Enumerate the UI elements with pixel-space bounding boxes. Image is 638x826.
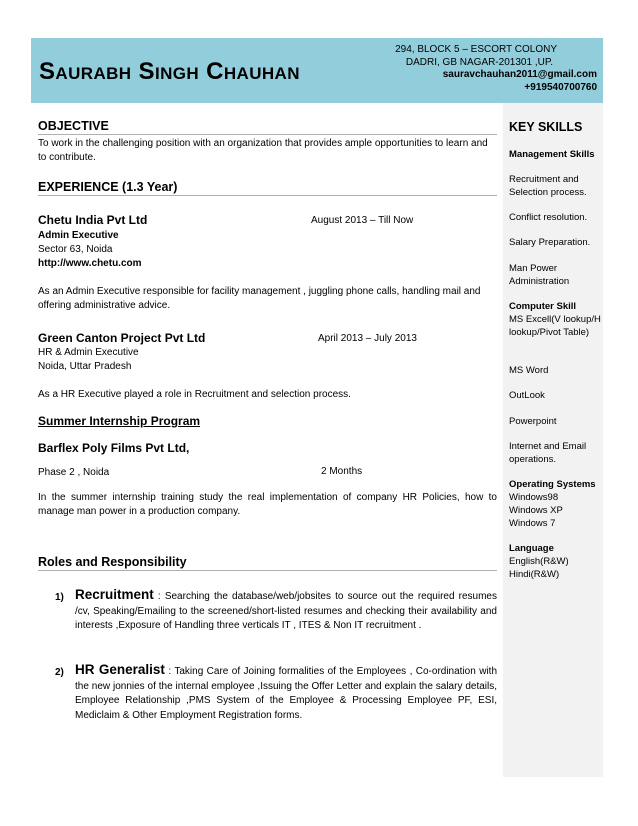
- skill-item: Internet and Email operations.: [509, 441, 587, 465]
- company-name: Green Canton Project Pvt Ltd: [38, 331, 206, 345]
- skill-item: Windows 7: [509, 518, 556, 529]
- company-website-link[interactable]: http://www.chetu.com: [38, 258, 142, 269]
- skill-item: MS Word: [509, 365, 549, 376]
- skill-item: Conflict resolution.: [509, 212, 588, 223]
- role-body: [75, 588, 497, 634]
- skill-item: OutLook: [509, 390, 545, 401]
- header-banner: [31, 38, 603, 103]
- phone: +919540700760: [524, 81, 597, 93]
- key-skills-sidebar: [503, 103, 603, 777]
- role-title: HR Generalist: [75, 662, 165, 677]
- list-number: 1): [55, 592, 64, 603]
- role-item-hr-generalist: [55, 663, 497, 723]
- skill-item: Salary Preparation.: [509, 237, 591, 248]
- job-role: HR & Admin Executive: [38, 347, 139, 358]
- role-item-recruitment: [55, 588, 497, 634]
- job-description: As a HR Executive played a role in Recruitment and selection process.: [38, 389, 351, 400]
- management-skills-heading: Management Skills: [509, 149, 595, 160]
- skill-item: MS Excell(V lookup/H lookup/Pivot Table): [509, 314, 601, 338]
- job-location: Noida, Uttar Pradesh: [38, 361, 132, 372]
- os-heading: Operating Systems: [509, 479, 596, 490]
- skill-item: Man Power Administration: [509, 263, 570, 287]
- skill-item: Windows XP: [509, 505, 563, 516]
- candidate-name: Saurabh Singh Chauhan: [39, 58, 300, 85]
- objective-text: To work in the challenging position with an organization that provides ample opportunities to learn and to contribute.: [38, 138, 488, 163]
- internship-duration: 2 Months: [321, 466, 363, 477]
- role-text: : Searching the database/web/jobsites to source out the required resumes /cv, Speaking/Emailing to the screened/short-listed resumes and checking their availability and interests ,Exposure of Handling three verticals IT , ITES & Non IT recruitment .: [75, 591, 497, 631]
- language-heading: Language: [509, 543, 554, 554]
- role-body: [75, 663, 497, 723]
- list-number: 2): [55, 667, 64, 678]
- job-location: Sector 63, Noida: [38, 244, 113, 255]
- internship-description: In the summer internship training study the real implementation of company HR Policies, how to manage man power in a production company.: [38, 492, 497, 517]
- skill-item: English(R&W): [509, 556, 569, 567]
- job-dates: April 2013 – July 2013: [318, 333, 417, 344]
- skill-item: Recruitment and Selection process.: [509, 174, 587, 198]
- skill-item: Hindi(R&W): [509, 569, 560, 580]
- computer-skill-heading: Computer Skill: [509, 301, 577, 312]
- internship-company: Barflex Poly Films Pvt Ltd,: [38, 441, 190, 455]
- job-description: As an Admin Executive responsible for facility management , juggling phone calls, handling mail and offering administrative advice.: [38, 286, 481, 311]
- address-line-2: DADRI, GB NAGAR-201301 ,UP.: [405, 56, 553, 68]
- job-role: Admin Executive: [38, 230, 119, 241]
- job-dates: August 2013 – Till Now: [311, 215, 414, 226]
- contact-block: [395, 44, 597, 94]
- internship-heading: Summer Internship Program: [38, 414, 201, 428]
- role-title: Recruitment: [75, 587, 154, 602]
- internship-location: Phase 2 , Noida: [38, 467, 110, 478]
- experience-heading: EXPERIENCE (1.3 Year): [38, 180, 497, 196]
- skill-item: Windows98: [509, 492, 559, 503]
- role-text: : Taking Care of Joining formalities of the Employees , Co-ordination with the new jonnies of the internal employee ,Issuing the Offer Letter and explain the salary details, Employee Relationship ,PMS System of the Employee & Processing Employee PF, ESI, Mediclaim & Other Employment Registration forms.: [75, 666, 497, 721]
- email[interactable]: sauravchauhan2011@gmail.com: [442, 69, 597, 80]
- roles-heading: Roles and Responsibility: [38, 555, 497, 571]
- company-name: Chetu India Pvt Ltd: [38, 213, 148, 227]
- skill-item: Powerpoint: [509, 416, 557, 427]
- objective-heading: OBJECTIVE: [38, 119, 497, 135]
- key-skills-heading: KEY SKILLS: [509, 120, 583, 134]
- address-line-1: 294, BLOCK 5 – ESCORT COLONY: [395, 44, 557, 55]
